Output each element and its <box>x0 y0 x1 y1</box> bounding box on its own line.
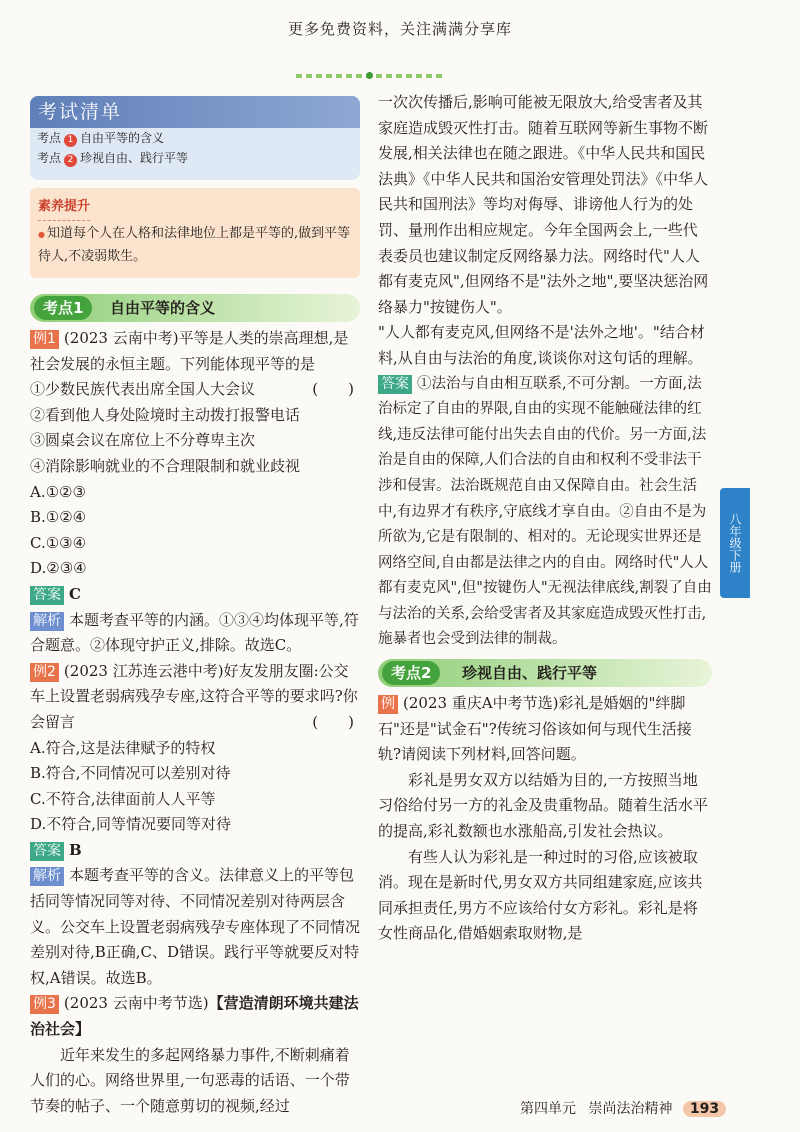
exam-point-2-header <box>378 659 712 687</box>
option-c: C.不符合,法律面前人人平等 <box>30 789 216 808</box>
example-3-stem <box>30 991 360 1042</box>
answer <box>30 838 360 864</box>
literacy-tag: 素养提升 <box>38 194 90 221</box>
example-label: 例3 <box>30 995 59 1014</box>
answer-label: 答案 <box>30 842 64 861</box>
literacy-box <box>30 188 360 278</box>
exam-point-text: 珍视自由、践行平等 <box>80 151 189 165</box>
item: ④消除影响就业的不合理限制和就业歧视 <box>30 456 301 475</box>
exam-point-title: 珍视自由、践行平等 <box>462 664 598 683</box>
options-row <box>30 480 360 531</box>
literacy-text: ● 知道每个人在人格和法律地位上都是平等的,做到平等待人,不凌弱欺生。 <box>38 223 352 268</box>
item: ③圆桌会议在席位上不分尊卑主次 <box>30 431 256 450</box>
option-a: A.①②③ <box>30 482 86 501</box>
option-b: B.符合,不同情况可以差别对待 <box>30 764 231 783</box>
left-column <box>30 96 360 1119</box>
page-number: 193 <box>683 1101 726 1117</box>
question-text: (2023 江苏连云港中考)好友发朋友圈:公交车上设置老弱病残孕专座,这符合平等的要求吗?你会留言 <box>30 661 358 731</box>
unit-label: 第四单元 <box>520 1101 576 1117</box>
options-row <box>30 531 360 582</box>
analysis <box>30 863 360 991</box>
analysis-text: 本题考查平等的含义。法律意义上的平等包括同等情况同等对待、不同情况差别对待两层含义。公交车上设置老弱病残孕专座体现了不同情况差别对待,B正确,C、D错误。践行平等就要反对特权,A错误。故选B。 <box>30 866 361 987</box>
material-continued: 一次次传播后,影响可能被无限放大,给受害者及其家庭造成毁灭性打击。随着互联网等新生事物不断发展,相关法律也在随之跟进。《中华人民共和国民法典》《中华人民共和国治安管理处罚法》《中华人民共和国刑法》等均对侮辱、诽谤他人行为的处罚、量刑作出相应规定。今年全国两会上,一些代表委员也建议制定反网络暴力法。网络时代"人人都有麦克风",但网络不是"法外之地",要坚决惩治网络暴力"按键伤人"。 <box>378 93 709 316</box>
analysis-label: 解析 <box>30 867 64 886</box>
analysis-label: 解析 <box>30 612 64 631</box>
example-2-stem <box>30 659 360 736</box>
number-badge: 2 <box>64 154 77 167</box>
exam-point-tag: 考点1 <box>34 296 92 320</box>
answer-label: 答案 <box>378 375 412 394</box>
material-text: 近年来发生的多起网络暴力事件,不断刺痛着人们的心。网络世界里,一句恶毒的话语、一个带节奏的帖子、一个随意剪切的视频,经过 <box>30 1045 350 1115</box>
example-label: 例2 <box>30 663 59 682</box>
answer <box>30 582 360 608</box>
number-badge: 1 <box>64 134 77 147</box>
answer-paren: ( ) <box>312 380 354 399</box>
option-c: C.①③④ <box>30 533 87 552</box>
exam-point-text: 自由平等的含义 <box>80 131 165 145</box>
example-4 <box>378 691 712 947</box>
exam-point-prefix: 考点 <box>37 131 62 145</box>
answer-text: ①法治与自由相互联系,不可分割。一方面,法治标定了自由的界限,自由的实现不能触碰法律的红线,违反法律可能付出失去自由的代价。另一方面,法治是自由的保障,人们合法的自由和权利不受非法干涉和侵害。法治既规范自由又保障自由。社会生活中,有边界才有秩序,守底线才享自由。②自由不是为所欲为,它是有限制的、相对的。无论现实世界还是网络空间,自由都是法律之内的自由。网络时代"人人都有麦克风",但"按键伤人"无视法律底线,割裂了自由与法治的关系,会给受害者及其家庭造成毁灭性打击,施暴者也会受到法律的制裁。 <box>378 375 712 648</box>
material-title: 【营造清朗环境共建法治社会】 <box>30 994 359 1039</box>
material-paragraph-2: 有些人认为彩礼是一种过时的习俗,应该被取消。现在是新时代,男女双方共同组建家庭,应该共同承担责任,男方不应该给付女方彩礼。彩礼是将女性商品化,借婚姻索取财物,是 <box>378 847 703 943</box>
question-text: (2023 云南中考)平等是人类的崇高理想,是社会发展的永恒主题。下列能体现平等的是 <box>30 329 349 373</box>
example-label: 例1 <box>30 330 59 349</box>
item: ①少数民族代表出席全国人大会议 <box>30 380 256 399</box>
exam-point-title: 自由平等的含义 <box>110 299 216 317</box>
answer-value: C <box>69 584 81 603</box>
exam-point-2 <box>30 148 360 168</box>
example-3-answer <box>378 372 712 654</box>
page-footer <box>520 1098 726 1118</box>
example-3-question: "人人都有麦克风,但网络不是'法外之地'。"结合材料,从自由与法治的角度,谈谈你对这句话的理解。 <box>378 323 705 367</box>
exam-point-1-header <box>30 294 360 322</box>
exam-list-box <box>30 96 360 180</box>
example-2 <box>30 659 360 992</box>
top-banner: 更多免费资料，关注满满分享库 <box>287 20 512 38</box>
answer-value: B <box>69 840 82 859</box>
option-d: D.②③④ <box>30 559 87 578</box>
question-text: (2023 重庆A中考节选)彩礼是婚姻的"绊脚石"还是"试金石"?传统习俗该如何与现代生活接轨?请阅读下列材料,回答问题。 <box>378 694 692 764</box>
exam-list-title: 考试清单 <box>30 96 360 128</box>
example-4-stem <box>378 691 712 768</box>
unit-title: 崇尚法治精神 <box>588 1101 673 1117</box>
question-text: (2023 云南中考节选) <box>63 994 209 1013</box>
answer-paren: ( ) <box>312 712 354 731</box>
answer-label: 答案 <box>30 586 64 605</box>
exam-point-tag: 考点2 <box>382 661 440 685</box>
example-3 <box>30 991 360 1119</box>
exam-point-1 <box>30 128 360 148</box>
exam-point-prefix: 考点 <box>37 151 62 165</box>
option-d: D.不符合,同等情况要同等对待 <box>30 815 232 834</box>
item: ②看到他人身处险境时主动拨打报警电话 <box>30 405 301 424</box>
option-b: B.①②④ <box>30 508 87 527</box>
material-paragraph-1: 彩礼是男女双方以结婚为目的,一方按照当地习俗给付另一方的礼金及贵重物品。随着生活水平的提高,彩礼数额也水涨船高,引发社会热议。 <box>378 770 709 841</box>
analysis <box>30 608 360 659</box>
grade-side-tab: 八年级下册 <box>720 488 750 598</box>
right-column <box>378 90 712 947</box>
option-a: A.符合,这是法律赋予的特权 <box>30 738 216 757</box>
decorative-dots <box>296 74 446 78</box>
analysis-text: 本题考查平等的内涵。①③④均体现平等,符合题意。②体现守护正义,排除。故选C。 <box>30 610 359 655</box>
example-label: 例 <box>378 695 398 714</box>
example-1 <box>30 326 360 659</box>
